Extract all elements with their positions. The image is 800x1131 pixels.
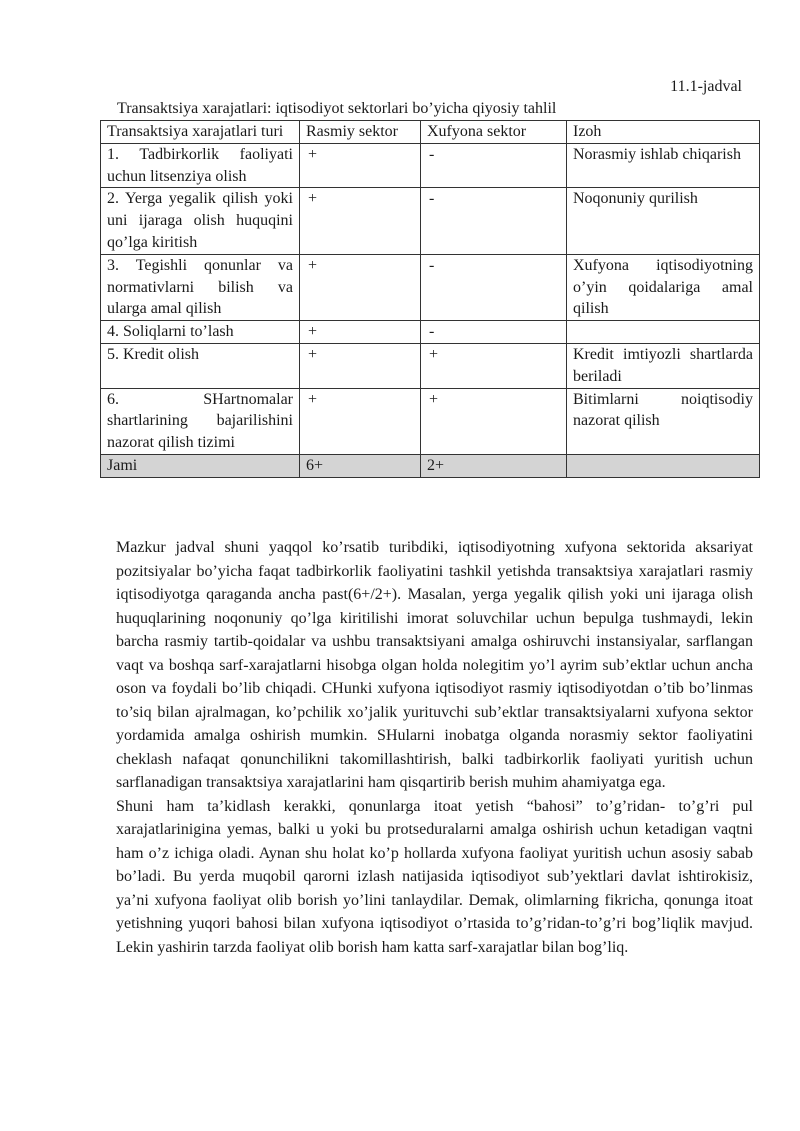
table-cell: + [421,388,567,454]
table-cell: Norasmiy ishlab chiqarish [567,143,760,188]
table-cell: 1. Tadbirkorlik faoliyati uchun litsenziya olish [101,143,300,188]
table-row [101,343,760,388]
table-header-row [101,121,760,144]
table-title: Transaktsiya xarajatlari: iqtisodiyot sektorlari bo’yicha qiyosiy tahlil [117,100,557,117]
header-cell: Transaktsiya xarajatlari turi [101,121,300,144]
table-row [101,188,760,254]
table-cell: 5. Kredit olish [101,343,300,388]
table-cell: + [300,143,421,188]
table-cell: Bitimlarni noiqtisodiy nazorat qilish [567,388,760,454]
table-cell: 4. Soliqlarni to’lash [101,321,300,344]
table-cell: + [300,254,421,320]
table-number: 11.1-jadval [670,78,742,95]
table-total-row [101,454,760,477]
table-cell: - [421,321,567,344]
header-cell: Rasmiy sektor [300,121,421,144]
table-cell: Noqonuniy qurilish [567,188,760,254]
total-cell: Jami [101,454,300,477]
table-cell: + [300,343,421,388]
paragraph: Mazkur jadval shuni yaqqol ko’rsatib turibdiki, iqtisodiyotning xufyona sektorida aksariyat pozitsiyalar bo’yicha faqat tadbirkorlik faoliyatini tashkil yetishda transaktsiya xarajatlari rasmiy iqtisodiyotga qaraganda ancha past(6+/2+). Masalan, yerga yegalik qilish yoki uni ijaraga olish huquqlarining noqonuniy qo’lga kiritilishi imorat soluvchilar uchun bepulga tushmaydi, lekin barcha rasmiy tartib-qoidalar va ushbu transaktsiyani amalga oshiruvchi instansiyalar, sarflangan vaqt va boshqa sarf-xarajatlarni hisobga olgan holda nolegitim yo’l ayrim sub’ektlar uchun ancha oson va foydali bo’lib chiqadi. CHunki xufyona iqtisodiyot rasmiy iqtisodiyotdan o’tib bo’linmas to’siq bilan ajralmagan, ko’pchilik xo’jalik yurituvchi sub’ektlar transaktsiyalarni xufyona sektor yordamida amalga oshirish mumkin. SHularni inobatga olganda norasmiy sektor faoliyatini cheklash nafaqat qonunchilikni takomillashtirish, balki tadbirkorlik faoliyati yuritish uchun sarflanadigan transaktsiya xarajatlarini ham qisqartirib berish muhim ahamiyatga ega. [116,539,753,791]
table-cell: 6. SHartnomalar shartlarining bajarilishini nazorat qilish tizimi [101,388,300,454]
table-cell: - [421,188,567,254]
table-row [101,321,760,344]
paragraph: Shuni ham ta’kidlash kerakki, qonunlarga itoat yetish “bahosi” to’g’ridan- to’g’ri pul xarajatlarinigina yemas, balki u yoki bu protseduralarni amalga oshirish uchun ketadigan vaqtni ham o’z ichiga oladi. Aynan shu holat ko’p hollarda xufyona faoliyat yuritish uchun asosiy sabab bo’ladi. Bu yerda muqobil qarorni izlash natijasida iqtisodiyot sub’yektlari davlat ishtirokisiz, ya’ni xufyona faoliyat olib borish yo’lini tanlaydilar. Demak, olimlarning fikricha, qonunga itoat yetishning yuqori bahosi bilan xufyona iqtisodiyot o’rtasida to’g’ridan-to’g’ri bog’liqlik mavjud. Lekin yashirin tarzda faoliyat olib borish ham katta sarf-xarajatlar bilan bog’liq. [116,797,753,956]
header-cell: Xufyona sektor [421,121,567,144]
table-row [101,388,760,454]
table-cell: 2. Yerga yegalik qilish yoki uni ijaraga olish huquqini qo’lga kiritish [101,188,300,254]
total-cell: 2+ [421,454,567,477]
table-cell: Kredit imtiyozli shartlarda beriladi [567,343,760,388]
header-cell: Izoh [567,121,760,144]
total-cell [567,454,760,477]
total-cell: 6+ [300,454,421,477]
table-cell: 3. Tegishli qonunlar va normativlarni bilish va ularga amal qilish [101,254,300,320]
table-cell: - [421,143,567,188]
table-cell: + [300,388,421,454]
table-row [101,143,760,188]
table-cell: - [421,254,567,320]
table-cell [567,321,760,344]
table-cell: + [300,321,421,344]
table-cell: + [300,188,421,254]
table-cell: + [421,343,567,388]
table-cell: Xufyona iqtisodiyotning o’yin qoidalariga amal qilish [567,254,760,320]
transaction-costs-table [100,120,760,478]
table-row [101,254,760,320]
body-text [116,536,753,959]
